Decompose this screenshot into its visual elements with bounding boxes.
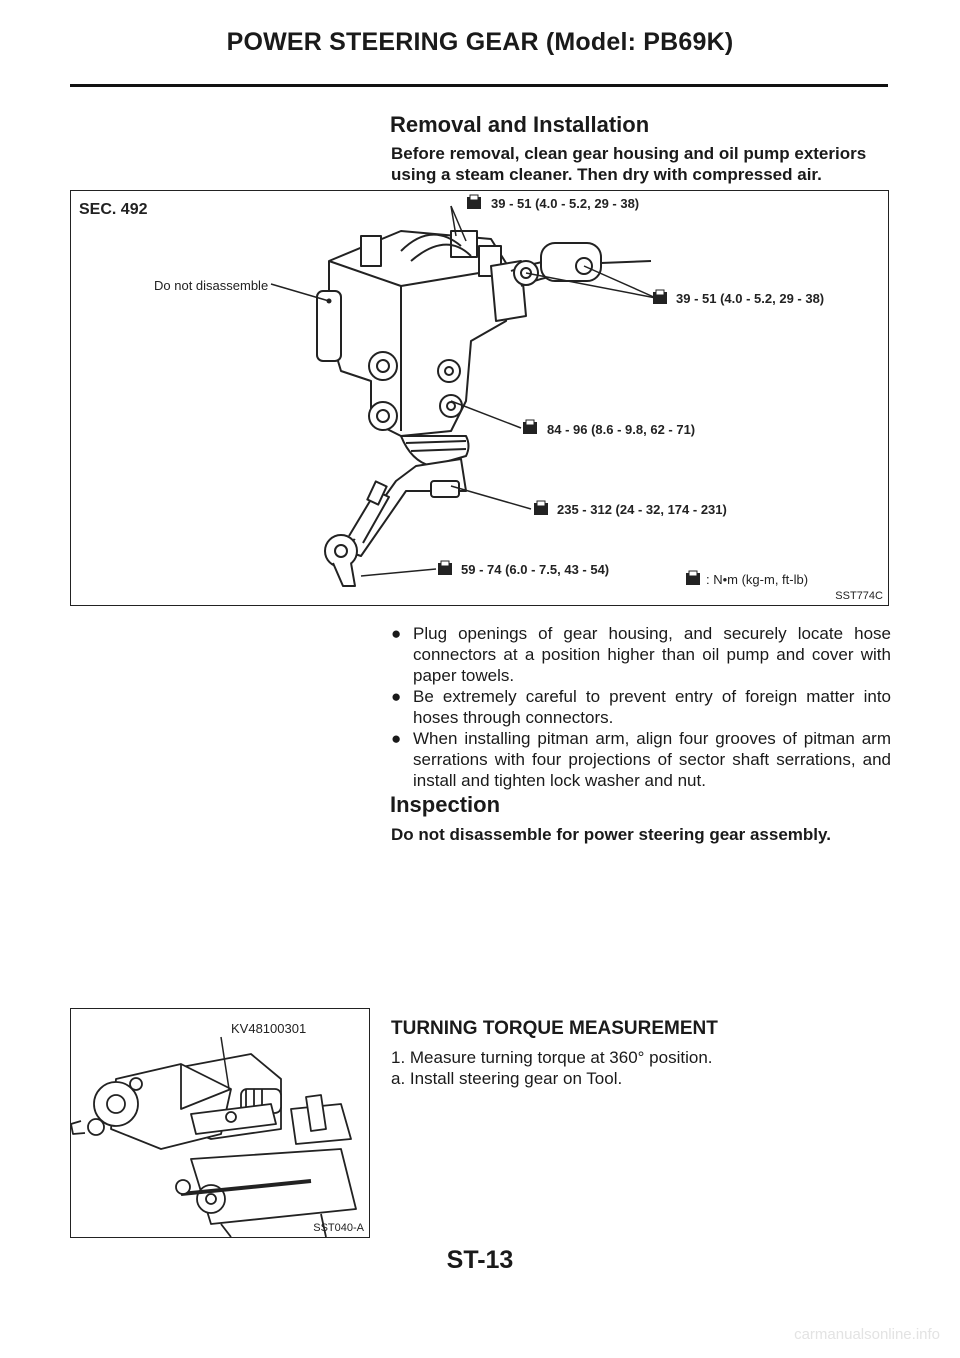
precaution-list [391,623,891,791]
do-not-disassemble-callout: Do not disassemble [154,278,269,293]
page-number: ST-13 [446,1246,514,1274]
torque-wrench-icon [534,501,548,515]
bullet-icon: ● [391,687,402,706]
list-item: ● When installing pitman arm, align four grooves of pitman arm serrations with four projections of sector shaft serrations, and install and tighten lock washer and nut. [391,729,891,790]
torque-spec-4: 235 - 312 (24 - 32, 174 - 231) [557,502,727,517]
header-rule [70,84,888,87]
gear-diagram [71,191,889,606]
torque-wrench-icon [653,290,667,304]
step-1: 1. Measure turning torque at 360° position. [391,1048,713,1067]
list-item: ● Be extremely careful to prevent entry of foreign matter into hoses through connectors. [391,687,891,727]
figure-sec-label: SEC. 492 [79,201,148,218]
step-a: a. Install steering gear on Tool. [391,1069,623,1088]
inspection-text: Do not disassemble for power steering gear assembly. [391,825,831,844]
section-heading-inspection: Inspection [390,792,501,817]
figure-gear-torque [70,190,889,606]
bullet-icon: ● [391,624,402,643]
torque-wrench-icon [438,561,452,575]
torque-spec-2: 39 - 51 (4.0 - 5.2, 29 - 38) [676,291,825,306]
torque-spec-5: 59 - 74 (6.0 - 7.5, 43 - 54) [461,562,610,577]
torque-wrench-icon [467,195,481,209]
tool-diagram [71,1009,370,1238]
list-item: ● Plug openings of gear housing, and securely locate hose connectors at a position higher than oil pump and cover with paper towels. [391,624,891,685]
tool-number-label: KV48100301 [231,1021,307,1036]
page-header-title: POWER STEERING GEAR (Model: PB69K) [226,28,734,56]
torque-spec-3: 84 - 96 (8.6 - 9.8, 62 - 71) [547,422,696,437]
watermark: carmanualsonline.info [794,1326,940,1343]
section-heading-removal: Removal and Installation [390,112,650,137]
torque-wrench-icon [523,420,537,434]
figure-code: SST040-A [313,1222,364,1234]
bullet-icon: ● [391,729,402,748]
figure-tool-setup [70,1008,370,1238]
section-heading-turning-torque: TURNING TORQUE MEASUREMENT [391,1018,718,1039]
torque-units-legend: : N•m (kg-m, ft-lb) [706,572,809,587]
torque-wrench-icon [686,571,700,585]
torque-spec-1: 39 - 51 (4.0 - 5.2, 29 - 38) [491,196,640,211]
figure-code: SST774C [835,590,883,602]
removal-intro: Before removal, clean gear housing and oil pump exteriors using a steam cleaner. Then dry with compressed air. [391,144,867,184]
